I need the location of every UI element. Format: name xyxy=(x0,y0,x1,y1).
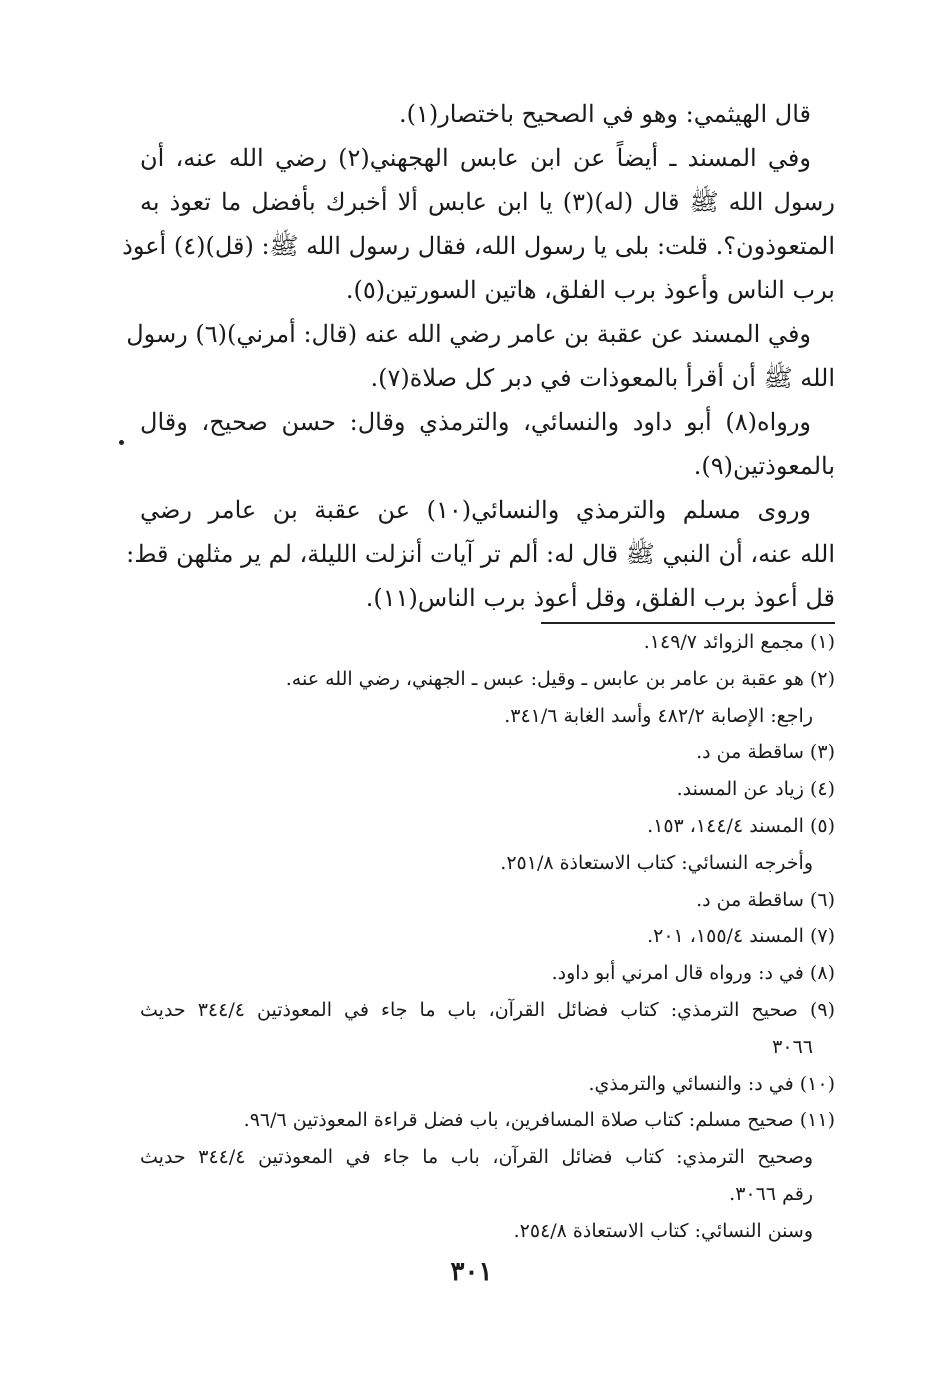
text-line: قال الهيثمي: وهو في الصحيح باختصار(١). xyxy=(398,100,811,128)
footnotes xyxy=(140,624,835,1250)
footnote: وأخرجه النسائي: كتاب الاستعاذة ٢٥١/٨. xyxy=(500,851,813,874)
text-line: قل أعوذ برب الفلق، وقل أعوذ برب الناس(١١). xyxy=(365,584,835,612)
text-line: وفي المسند عن عقبة بن عامر رضي الله عنه (قال: أمرني)(٦) رسول xyxy=(126,320,811,348)
footnote: (٧) المسند ١٥٥/٤، ٢٠١. xyxy=(647,925,835,948)
main-text xyxy=(122,92,836,620)
footnote: (٨) في د: ورواه قال امرني أبو داود. xyxy=(551,962,835,985)
text-line: بالمعوذتين(٩). xyxy=(693,452,835,480)
text-line: وروى مسلم والترمذي والنسائي(١٠) عن عقبة بن عامر رضي xyxy=(140,496,812,524)
footnote: وسنن النسائي: كتاب الاستعاذة ٢٥٤/٨. xyxy=(513,1219,813,1242)
text-line: رسول الله ﷺ قال (له)(٣) يا ابن عابس ألا أخبرك بأفضل ما تعوذ به xyxy=(140,188,836,216)
footnote: (٦) ساقطة من د. xyxy=(696,888,835,911)
text-line: ورواه(٨) أبو داود والنسائي، والترمذي وقال: حسن صحيح، وقال xyxy=(140,408,811,436)
footnote: (٥) المسند ١٤٤/٤، ١٥٣. xyxy=(647,814,835,837)
footnote: (٤) زياد عن المسند. xyxy=(676,778,835,801)
ink-dot xyxy=(119,440,124,445)
footnote: (٢) هو عقبة بن عامر بن عابس ـ وقيل: عبس ـ الجهني، رضي الله عنه. xyxy=(285,667,835,690)
footnote: رقم ٣٠٦٦. xyxy=(729,1182,813,1205)
footnote: راجع: الإصابة ٤٨٢/٢ وأسد الغابة ٣٤١/٦. xyxy=(504,704,813,727)
footnote: (١٠) في د: والنسائي والترمذي. xyxy=(588,1072,835,1095)
text-line: برب الناس وأعوذ برب الفلق، هاتين السورتين(٥). xyxy=(345,276,835,304)
text-line: الله ﷺ أن أقرأ بالمعوذات في دبر كل صلاة(٧). xyxy=(370,364,835,392)
footnote: (٩) صحيح الترمذي: كتاب فضائل القرآن، باب ما جاء في المعوذتين ٣٤٤/٤ حديث xyxy=(140,998,835,1021)
footnote: ٣٠٦٦ xyxy=(772,1035,813,1058)
text-line: وفي المسند ـ أيضاً عن ابن عابس الهجهني(٢) رضي الله عنه، أن xyxy=(140,144,811,172)
footnote: (٣) ساقطة من د. xyxy=(696,741,835,764)
footnote: (١) مجمع الزوائد ١٤٩/٧. xyxy=(643,631,835,653)
text-line: المتعوذون؟. قلت: بلى يا رسول الله، فقال رسول الله ﷺ: (قل)(٤) أعوذ xyxy=(122,232,835,260)
footnote: (١١) صحيح مسلم: كتاب صلاة المسافرين، باب فضل قراءة المعوذتين ٩٦/٦. xyxy=(243,1109,835,1132)
page-number: ٣٠١ xyxy=(450,1257,493,1287)
text-line: الله عنه، أن النبي ﷺ قال له: ألم تر آيات أنزلت الليلة، لم ير مثلهن قط: xyxy=(126,540,835,568)
footnote: وصحيح الترمذي: كتاب فضائل القرآن، باب ما جاء في المعوذتين ٣٤٤/٤ حديث xyxy=(140,1146,814,1169)
